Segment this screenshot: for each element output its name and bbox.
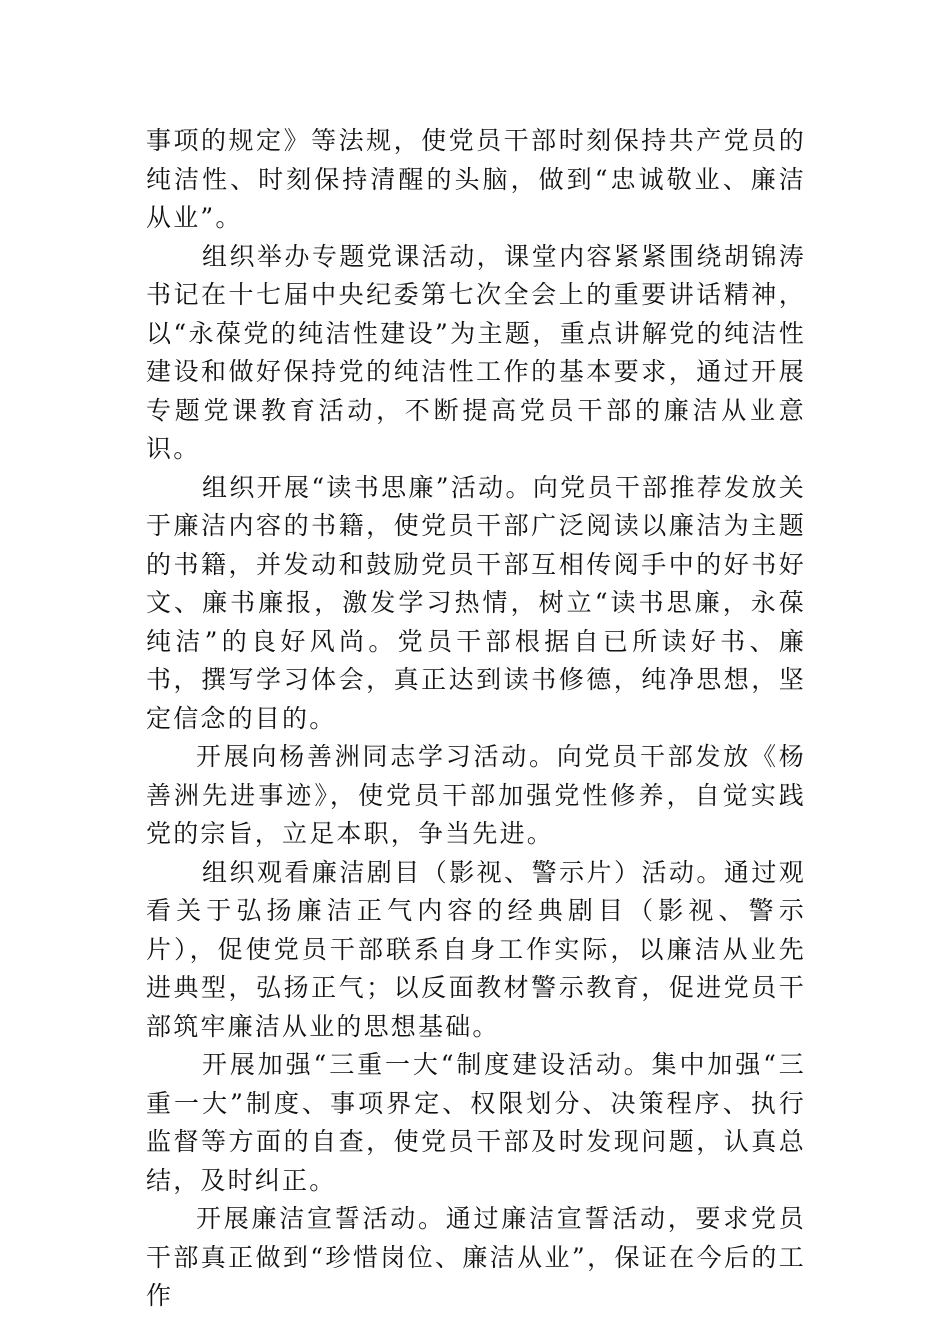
paragraph-watch-films: 组织观看廉洁剧目（影视、警示片）活动。通过观看关于弘扬廉洁正气内容的经典剧目（影视、警示片），促使党员干部联系自身工作实际，以廉洁从业先进典型，弘扬正气；以反面教材警示教育，促进党员干部筑牢廉洁从业的思想基础。 (146, 857, 806, 1041)
paragraph-reading-activity: 组织开展“读书思廉”活动。向党员干部推荐发放关于廉洁内容的书籍，使党员干部广泛阅读以廉洁为主题的书籍，并发动和鼓励党员干部互相传阅手中的好书好文、廉书廉报，激发学习热情，树立“读书思廉，永葆纯洁”的良好风尚。党员干部根据自已所读好书、廉书，撰写学习体会，真正达到读书修德，纯净思想，坚定信念的目的。 (146, 472, 806, 733)
document-page (146, 122, 806, 1316)
paragraph-three-important: 开展加强“三重一大“制度建设活动。集中加强“三重一大”制度、事项界定、权限划分、决策程序、执行监督等方面的自查，使党员干部及时发现问题，认真总结，及时纠正。 (146, 1050, 806, 1195)
paragraph-yang-shanzhou: 开展向杨善洲同志学习活动。向党员干部发放《杨善洲先进事迹》，使党员干部加强党性修养，自觉实践党的宗旨，立足本职，争当先进。 (146, 742, 806, 848)
paragraph-party-lecture: 组织举办专题党课活动，课堂内容紧紧围绕胡锦涛书记在十七届中央纪委第七次全会上的重要讲话精神，以“永葆党的纯洁性建设”为主题，重点讲解党的纯洁性建设和做好保持党的纯洁性工作的基本要求，通过开展专题党课教育活动，不断提高党员干部的廉洁从业意识。 (146, 241, 806, 463)
paragraph-continued: 事项的规定》等法规，使党员干部时刻保持共产党员的纯洁性、时刻保持清醒的头脑，做到“忠诚敬业、廉洁从业”。 (146, 126, 806, 232)
paragraph-oath: 开展廉洁宣誓活动。通过廉洁宣誓活动，要求党员干部真正做到“珍惜岗位、廉洁从业”，保证在今后的工作 (146, 1204, 806, 1310)
